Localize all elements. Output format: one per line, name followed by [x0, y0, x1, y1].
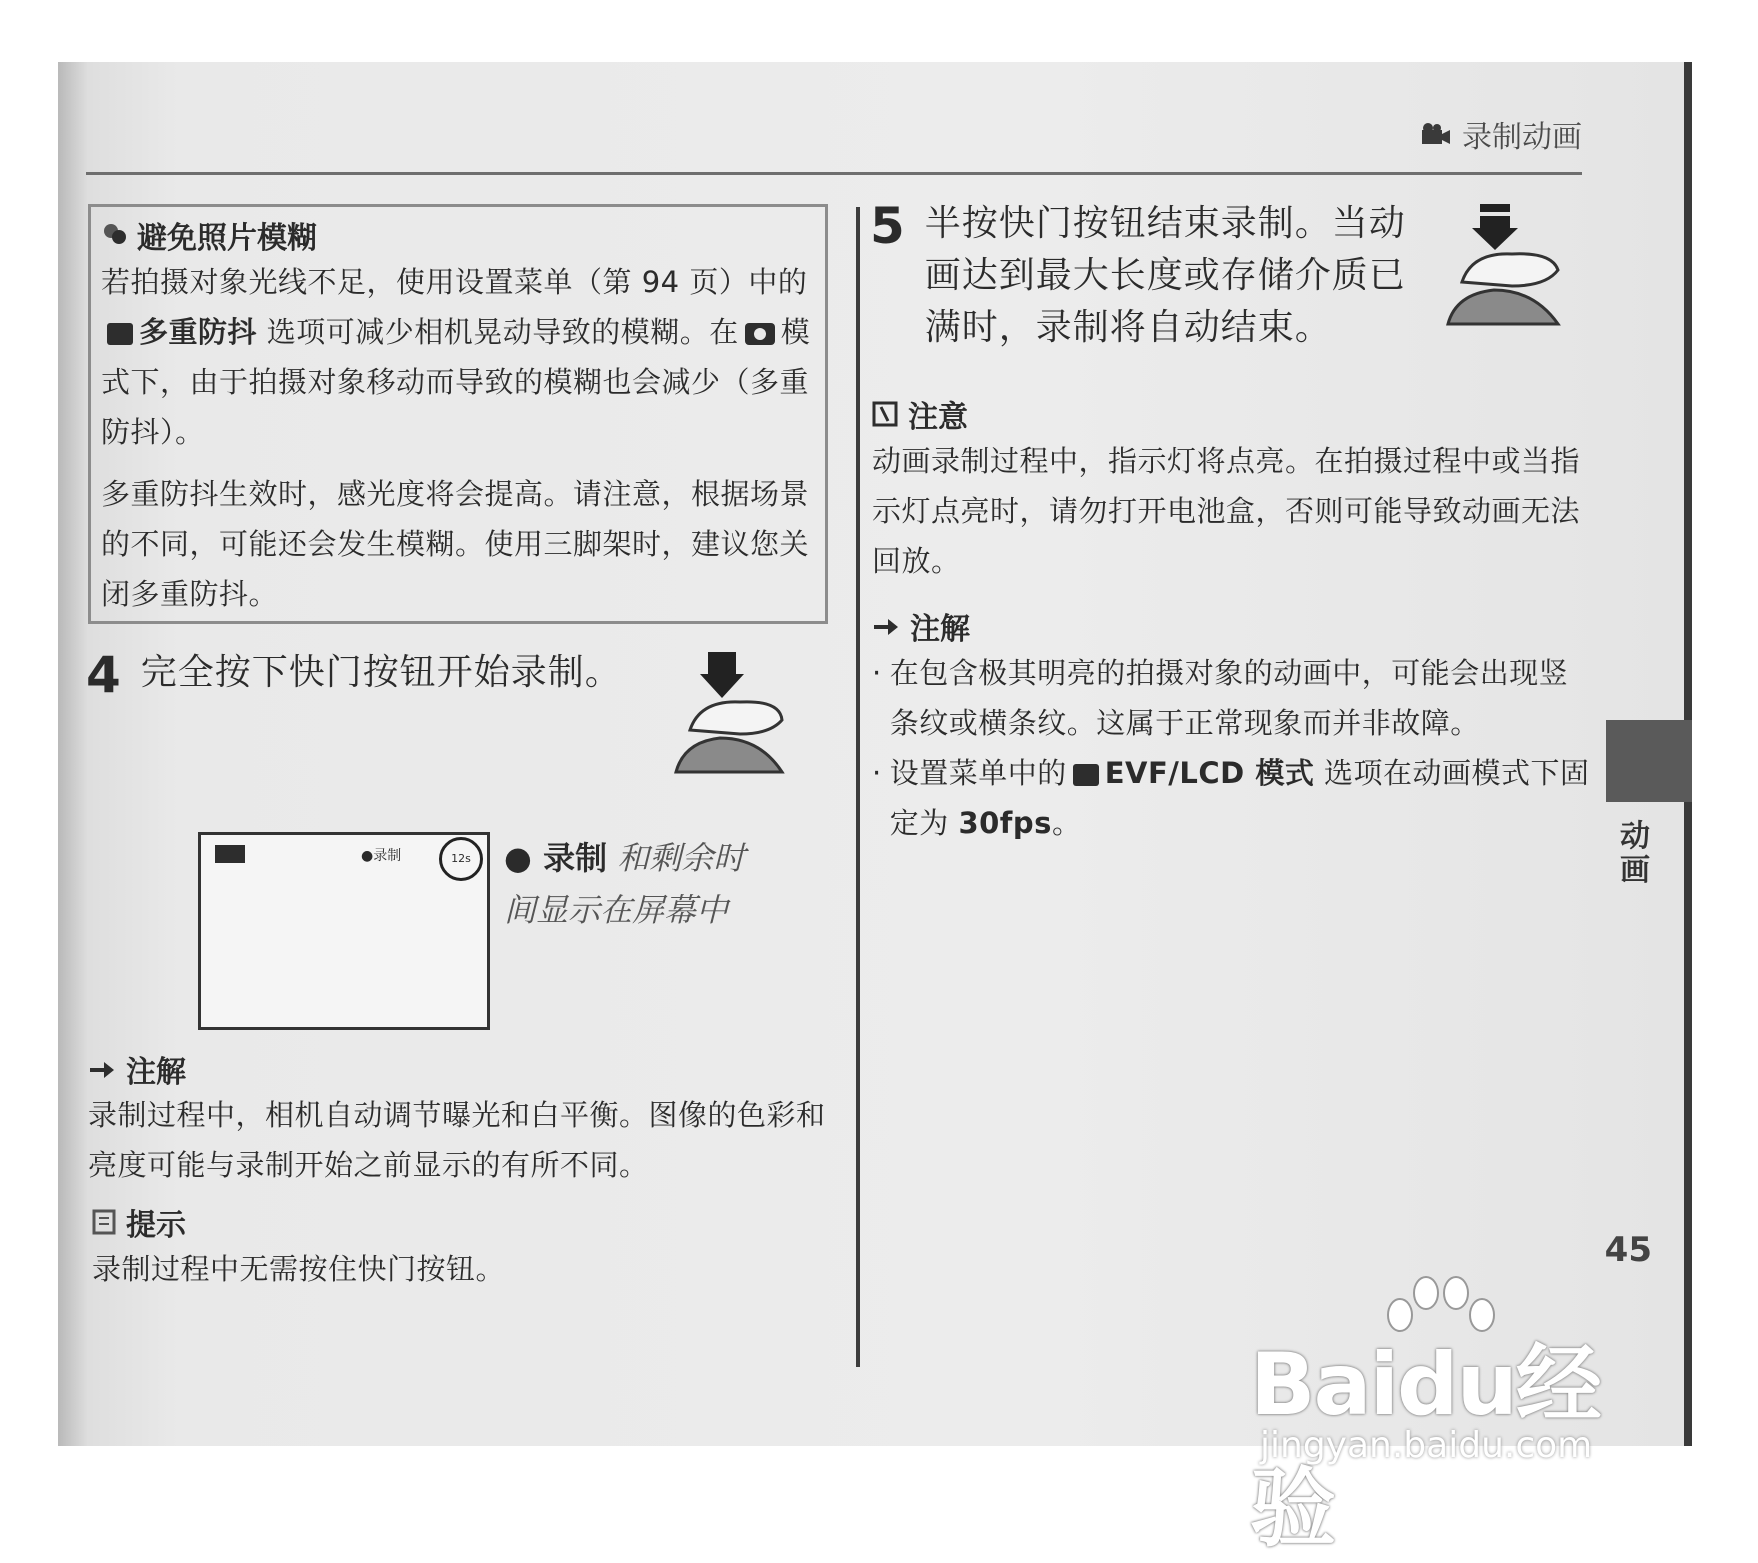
notebox-title [101, 213, 815, 257]
tip-body: 录制过程中无需按住快门按钮。 [92, 1252, 506, 1286]
notebox-text-c: 模式下，由于拍摄对象移动而导致的模糊也会减少（多重防抖）。 [101, 315, 811, 449]
shutter-press-illustration [670, 650, 790, 775]
step-5 [870, 198, 1430, 354]
right-note-body [872, 648, 1592, 848]
caution-icon [872, 401, 898, 427]
bullet-2-bold: EVF/LCD 模式 [1104, 756, 1315, 790]
tip-icon [92, 1209, 116, 1235]
lcd-remaining-time: 12s [439, 837, 483, 881]
bullet-2-fps: 30fps [958, 806, 1052, 840]
tip-title [92, 1200, 186, 1244]
header-rule [86, 172, 1582, 175]
left-note-body: 录制过程中，相机自动调节曝光和白平衡。图像的色彩和亮度可能与录制开始之前显示的有所不同。 [88, 1098, 826, 1182]
movie-camera-icon [1420, 122, 1452, 146]
bullet-2-text-b: 选项在动画模式下固定为 [889, 756, 1590, 840]
right-note-bullet-1: · 在包含极其明亮的拍摄对象的动画中，可能会出现竖条纹或横条纹。这属于正常现象而并非故障。 [872, 648, 1592, 748]
baidu-watermark [1250, 1275, 1670, 1559]
column-divider [856, 207, 860, 1367]
notebox-paragraph-1 [101, 257, 815, 457]
notebox-title-text: 避免照片模糊 [137, 221, 317, 256]
right-note-bullet-2: · 设置菜单中的 EVF/LCD 模式 选项在动画模式下固定为 30fps。 [872, 748, 1592, 848]
setup-menu-icon [1073, 764, 1099, 786]
avoid-blur-box [88, 204, 828, 624]
chapter-tab-label: 动画 [1620, 819, 1650, 888]
step-4-text: 完全按下快门按钮开始录制。 [140, 652, 622, 693]
chapter-tab [1606, 720, 1692, 802]
pointing-hand-icon [872, 615, 900, 637]
watermark-url: jingyan.baidu.com [1260, 1425, 1593, 1466]
bullet-2-text [890, 748, 1592, 848]
shutter-half-press-illustration [1442, 202, 1566, 327]
notebox-text-b: 选项可减少相机晃动导致的模糊。在 [266, 315, 739, 349]
right-note-title-text: 注解 [910, 612, 970, 647]
header-title: 录制动画 [1462, 120, 1582, 155]
step-5-text: 半按快门按钮结束录制。当动画达到最大长度或存储介质已满时，录制将自动结束。 [924, 203, 1406, 348]
tip-title-text: 提示 [126, 1208, 186, 1243]
camera-mode-icon [745, 323, 775, 345]
right-note-title [872, 604, 970, 648]
setup-menu-icon [107, 323, 133, 345]
notebox-text-a: 若拍摄对象光线不足，使用设置菜单（第 94 页）中的 [101, 265, 808, 299]
page-number: 45 [1604, 1230, 1652, 1270]
step-5-number: 5 [870, 197, 905, 255]
running-header [1420, 112, 1582, 156]
bullet-1-text: 在包含极其明亮的拍摄对象的动画中，可能会出现竖条纹或横条纹。这属于正常现象而并非故障。 [889, 656, 1569, 740]
pointing-hand-icon [88, 1058, 116, 1080]
bullet-2-text-c: 。 [1051, 806, 1082, 840]
bullet-2-text-a: 设置菜单中的 [889, 756, 1067, 790]
caution-title-text: 注意 [908, 400, 968, 435]
left-note-title-text: 注解 [126, 1055, 186, 1090]
lcd-rec-indicator: ●录制 [361, 848, 402, 864]
step-4 [86, 647, 646, 703]
step-4-number: 4 [86, 646, 121, 704]
caption-bold: ● 录制 [504, 839, 608, 877]
left-note-title [88, 1047, 186, 1091]
caution-title [872, 392, 968, 436]
lcd-screen-illustration [198, 832, 490, 1030]
manual-page [58, 62, 1692, 1446]
lcd-mode-icon [215, 845, 245, 863]
caption-italic: 和剩余时间显示在屏幕中 [504, 839, 746, 929]
notebox-bold-term: 多重防抖 [139, 315, 258, 349]
caution-body: 动画录制过程中，指示灯将点亮。在拍摄过程中或当指示灯点亮时，请勿打开电池盒，否则可能导致动画无法回放。 [872, 444, 1581, 578]
lcd-caption [504, 832, 764, 936]
shake-icon [101, 221, 129, 249]
notebox-paragraph-2: 多重防抖生效时，感光度将会提高。请注意，根据场景的不同，可能还会发生模糊。使用三脚架时，建议您关闭多重防抖。 [101, 477, 810, 611]
watermark-brand: Baidu经验 [1250, 1335, 1600, 1559]
